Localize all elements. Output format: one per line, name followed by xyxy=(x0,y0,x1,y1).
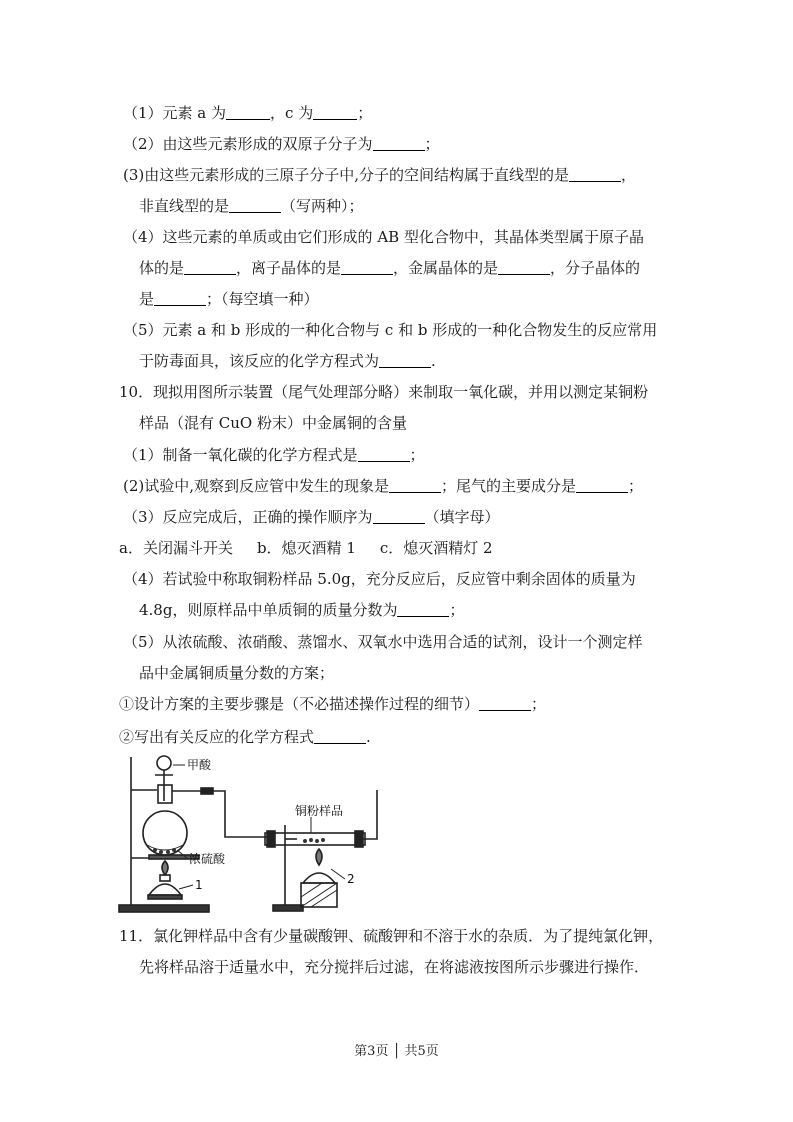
label-lamp-2: 2 xyxy=(347,872,355,886)
q9-part3-text2: ， xyxy=(621,166,637,184)
q9-part4-cont2 xyxy=(139,289,319,309)
answer-blank[interactable] xyxy=(479,696,531,711)
q9-part3-cont xyxy=(139,196,364,216)
q10-step1-text: ①设计方案的主要步骤是（不必描述操作过程的细节） xyxy=(119,695,480,713)
q10-step2-text: ②写出有关反应的化学方程式 xyxy=(119,728,315,746)
q9-part4-text2: 体的是 xyxy=(139,259,185,277)
label-copper-sample: 铜粉样品 xyxy=(295,804,344,818)
apparatus-figure xyxy=(115,755,395,920)
q10-intro-text: 10．现拟用图所示装置（尾气处理部分略）来制取一氧化碳，并用以测定某铜粉 xyxy=(119,383,649,401)
flame-1 xyxy=(162,861,168,875)
answer-blank[interactable] xyxy=(226,105,270,120)
answer-blank[interactable] xyxy=(498,260,550,275)
q10-part4-text2: 4.8g，则原样品中单质铜的质量分数为 xyxy=(139,601,398,619)
answer-blank[interactable] xyxy=(314,729,366,744)
gas-outlet-tube xyxy=(363,790,377,839)
q9-part3-text3: 非直线型的是 xyxy=(139,197,230,215)
separatory-funnel-bulb xyxy=(157,756,171,770)
q9-part1-text: （1）元素 a 为 xyxy=(123,104,227,122)
q10-options xyxy=(119,538,493,558)
q10-part3 xyxy=(123,507,500,527)
answer-blank[interactable] xyxy=(389,478,441,493)
q10-step2-text2: . xyxy=(366,728,371,746)
q9-part2-text2: ； xyxy=(424,135,440,153)
q9-part5-text3: . xyxy=(431,352,436,370)
q9-part5-cont xyxy=(139,351,436,371)
q10-part1-text: （1）制备一氧化碳的化学方程式是 xyxy=(123,446,358,464)
page-footer xyxy=(0,1040,793,1059)
option-c: c．熄灭酒精灯 2 xyxy=(379,539,493,557)
q10-part4 xyxy=(123,569,636,589)
flask-neck xyxy=(158,785,172,803)
q9-part5 xyxy=(123,320,657,340)
answer-blank[interactable] xyxy=(576,478,628,493)
q9-part4-text7: ；（每空填一种） xyxy=(206,290,319,308)
q10-part5 xyxy=(123,632,643,652)
alcohol-lamp-1-body xyxy=(149,884,181,895)
q9-part5-text2: 于防毒面具，该反应的化学方程式为 xyxy=(139,352,380,370)
q10-part2-text: (2)试验中,观察到反应管中发生的现象是 xyxy=(123,477,390,495)
q10-step2 xyxy=(119,727,371,747)
tube-stopper-right xyxy=(355,831,363,847)
reaction-tube xyxy=(265,833,365,845)
answer-blank[interactable] xyxy=(569,167,621,182)
q9-part5-text: （5）元素 a 和 b 形成的一种化合物与 c 和 b 形成的一种化合物发生的反应常用 xyxy=(123,321,658,339)
label-formic-acid: 甲酸 xyxy=(187,758,212,772)
q9-part1-text3: ； xyxy=(357,104,373,122)
q10-step1-text2: ； xyxy=(531,695,547,713)
lamp-1-base xyxy=(148,895,182,899)
q9-part1 xyxy=(123,103,372,123)
flame-2 xyxy=(316,849,322,865)
rubber-tubing xyxy=(201,788,213,794)
q9-part4-text5: ，分子晶体的 xyxy=(550,259,641,277)
q10-part4-text: （4）若试验中称取铜粉样品 5.0g，充分反应后，反应管中剩余固体的质量为 xyxy=(123,570,636,588)
block-hatch xyxy=(301,883,337,907)
q11 xyxy=(119,926,663,946)
q9-part2 xyxy=(123,134,440,154)
answer-blank[interactable] xyxy=(379,353,431,368)
answer-blank[interactable] xyxy=(373,509,425,524)
right-stand-base xyxy=(273,905,303,911)
q9-part4-cont xyxy=(139,258,640,278)
q10-part2-text3: ； xyxy=(628,477,644,495)
q10-part4-text3: ； xyxy=(449,601,465,619)
answer-blank[interactable] xyxy=(154,291,206,306)
q9-part3-text4: （写两种）； xyxy=(281,197,364,215)
answer-blank[interactable] xyxy=(373,136,425,151)
label-lamp-1: 1 xyxy=(195,878,203,892)
tube-stopper-left xyxy=(267,831,275,847)
q10-step1 xyxy=(119,694,546,714)
q10-part1-text2: ； xyxy=(409,446,425,464)
q9-part4-text: （4）这些元素的单质或由它们形成的 AB 型化合物中，其晶体类型属于原子晶 xyxy=(123,228,644,246)
q10-part2 xyxy=(123,476,643,496)
label-conc-sulfuric-acid: 浓硫酸 xyxy=(189,852,226,866)
q11-cont xyxy=(139,957,649,977)
q9-part4-text4: ，金属晶体的是 xyxy=(393,259,499,277)
left-stand-base xyxy=(119,905,209,912)
answer-blank[interactable] xyxy=(397,602,449,617)
q11-text: 11．氯化钾样品中含有少量碳酸钾、硫酸钾和不溶于水的杂质．为了提纯氯化钾， xyxy=(119,927,664,945)
q9-part1-text2: ，c 为 xyxy=(270,104,314,122)
answer-blank[interactable] xyxy=(229,198,281,213)
page-number: 第3页 │ 共5页 xyxy=(354,1044,439,1059)
flask-liquid xyxy=(147,845,183,850)
q10-part5-text: （5）从浓硫酸、浓硝酸、蒸馏水、双氧水中选用合适的试剂，设计一个测定样 xyxy=(123,633,643,651)
q10-part1 xyxy=(123,445,425,465)
q10-part3-text: （3）反应完成后，正确的操作顺序为 xyxy=(123,508,373,526)
option-b: b．熄灭酒精 1 xyxy=(256,539,356,557)
q9-part4-text6: 是 xyxy=(139,290,155,308)
answer-blank[interactable] xyxy=(313,105,357,120)
round-bottom-flask xyxy=(143,811,187,855)
q10-part5-cont xyxy=(139,663,334,683)
q10-intro-cont xyxy=(139,413,407,433)
q10-part5-text2: 品中金属铜质量分数的方案； xyxy=(139,664,335,682)
option-a: a．关闭漏斗开关 xyxy=(119,539,233,557)
answer-blank[interactable] xyxy=(184,260,236,275)
alcohol-lamp-2-body xyxy=(303,873,335,883)
q10-part3-text2: （填字母） xyxy=(424,508,500,526)
q9-part2-text: （2）由这些元素形成的双原子分子为 xyxy=(123,135,373,153)
q9-part3-text: (3)由这些元素形成的三原子分子中,分子的空间结构属于直线型的是 xyxy=(123,166,570,184)
q9-part4-text3: ，离子晶体的是 xyxy=(236,259,342,277)
q11-text2: 先将样品溶于适量水中，充分搅拌后过滤，在将滤液按图所示步骤进行操作． xyxy=(139,958,650,976)
answer-blank[interactable] xyxy=(341,260,393,275)
q10-part4-cont xyxy=(139,600,464,620)
q9-part3 xyxy=(123,165,636,185)
q10-intro xyxy=(119,382,648,402)
q10-intro-text2: 样品（混有 CuO 粉末）中金属铜的含量 xyxy=(139,414,407,432)
q9-part4 xyxy=(123,227,644,247)
q10-part2-text2: ；尾气的主要成分是 xyxy=(441,477,577,495)
answer-blank[interactable] xyxy=(358,447,410,462)
